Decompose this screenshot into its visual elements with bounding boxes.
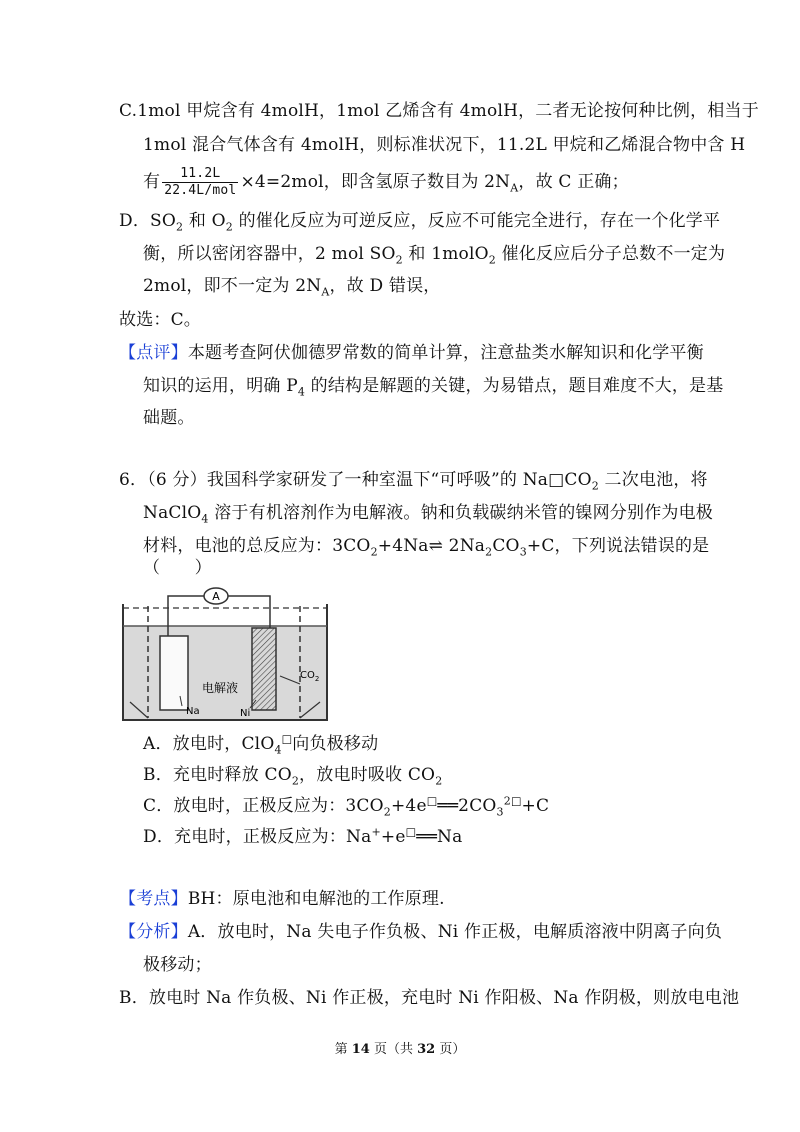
- na-label: Na: [186, 706, 200, 717]
- question6-line-2: NaClO$_4$ 溶于有机溶剂作为电解液。钠和负载碳纳米管的镍网分别作为电极: [143, 503, 714, 526]
- fenxi-line-3: B．放电时 Na 作负极、Ni 作正极，充电时 Ni 作阳极、Na 作阴极，则放电电池: [119, 988, 740, 1008]
- ni-electrode: [252, 628, 276, 710]
- fraction: $\frac{11.2L}{\text{22.4L/mol}}$: [164, 166, 237, 198]
- question6-line-3: 材料，电池的总反应为：$3CO_2+4Na\rightleftharpoons$ $2Na_2CO_3+C$，下列说法错误的是: [143, 536, 710, 559]
- question6-line-1: 6．（6 分）我国科学家研发了一种室温下“可呼吸”的 $Na□CO_2$ 二次电池，将: [119, 470, 708, 493]
- c-option-line-1: C.1mol 甲烷含有 4molH，1mol 乙烯含有 4molH，二者无论按何种比例，相当于: [119, 101, 759, 121]
- page-footer: 第 14 页（共 32 页）: [334, 1042, 466, 1057]
- ammeter-label: A: [212, 590, 220, 603]
- battery-diagram: [120, 584, 332, 722]
- answer-choice: 故选：C。: [119, 310, 202, 330]
- option-d: D．充电时，正极反应为：Na++e□══Na: [143, 825, 463, 847]
- review-line-3: 础题。: [143, 408, 195, 428]
- c-option-line-3: 有 $\frac{11.2L}{\text{22.4L/mol}}$ ×4=2mol，即含氢原子数目为 $2N_A$，故 C 正确；: [143, 166, 629, 198]
- fenxi-line-1: 【分析】A．放电时，Na 失电子作负极、Ni 作正极，电解质溶液中阴离子向负: [119, 922, 723, 942]
- option-b: B．充电时释放 $CO_2$，放电时吸收 $CO_2$: [143, 765, 443, 788]
- review-tag: 【点评】: [119, 343, 188, 363]
- kaodian-tag: 【考点】: [119, 889, 188, 909]
- na-electrode: [160, 636, 188, 710]
- question6-line-4: （ ）: [143, 558, 212, 578]
- kaodian-line: 【考点】BH：原电池和电解池的工作原理.: [119, 889, 445, 909]
- fenxi-tag: 【分析】: [119, 922, 188, 942]
- d-option-line-1: D．$SO_2$ 和 $O_2$ 的催化反应为可逆反应，反应不可能完全进行，存在一个化学平: [119, 211, 721, 234]
- electrolyte-fill: [123, 626, 327, 719]
- option-c: C．放电时，正极反应为：$3CO_2+4e^□══2CO_3^{2□}+C$: [143, 794, 550, 819]
- co2-label: $CO_2$: [300, 670, 320, 683]
- option-a: A．放电时，ClO$_4$□向负极移动: [143, 732, 379, 757]
- d-option-line-3: 2mol，即不一定为 $2N_A$，故 D 错误，: [143, 276, 441, 299]
- c-option-line-2: 1mol 混合气体含有 4molH，则标准状况下，11.2L 甲烷和乙烯混合物中含 H: [143, 135, 746, 155]
- fenxi-line-2: 极移动；: [143, 955, 212, 975]
- ni-label: Ni: [240, 708, 251, 719]
- review-line-2: 知识的运用，明确 $P_4$ 的结构是解题的关键，为易错点，题目难度不大，是基: [143, 376, 724, 399]
- electrolyte-label: 电解液: [201, 681, 239, 695]
- d-option-line-2: 衡，所以密闭容器中，2 mol $SO_2$ 和 1molO$_2$ 催化反应后分子总数不一定为: [143, 244, 726, 267]
- review-line-1: 【点评】本题考查阿伏伽德罗常数的简单计算，注意盐类水解知识和化学平衡: [119, 343, 704, 363]
